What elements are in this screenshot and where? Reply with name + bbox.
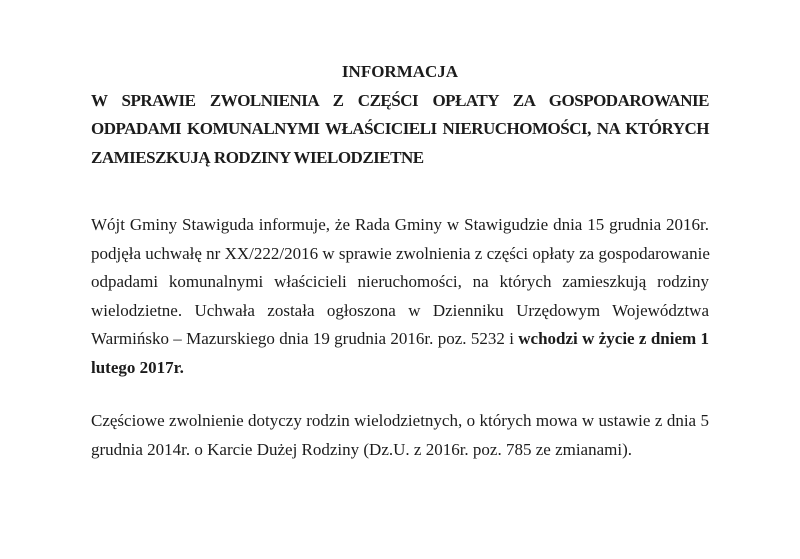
- paragraph-2-line-1: Częściowe zwolnienie dotyczy rodzin wielodzietnych, o których mowa w ustawie z dnia 5: [91, 411, 709, 430]
- effective-date-bold-text: wchodzi w życie z dniem 1: [518, 329, 709, 348]
- paragraph-1-line-4: wielodzietne. Uchwała została ogłoszona w Dzienniku Urzędowym Województwa: [91, 300, 709, 320]
- subtitle-line-1: W SPRAWIE ZWOLNIENIA Z CZĘŚCI OPŁATY ZA GOSPODAROWANIE: [91, 90, 709, 110]
- effective-date-bold-text-continued: lutego 2017r.: [91, 357, 184, 377]
- paragraph-1-line-1: Wójt Gminy Stawiguda informuje, że Rada Gminy w Stawigudzie dnia 15 grudnia 2016r.: [91, 215, 709, 234]
- paragraph-1-line-2: podjęła uchwałę nr XX/222/2016 w sprawie zwolnienia z części opłaty za gospodarowanie: [91, 243, 710, 263]
- paragraph-1-line-3: odpadami komunalnymi właścicieli nieruchomości, na których zamieszkują rodziny: [91, 272, 709, 291]
- paragraph-1-line-5-normal: Warmińsko – Mazurskiego dnia 19 grudnia 2016r. poz. 5232 i: [91, 329, 519, 348]
- document-content: [91, 58, 709, 464]
- paragraph-2: [91, 407, 709, 464]
- paragraph-1-line-6: [91, 354, 709, 383]
- paragraph-1-line-5: [91, 325, 709, 354]
- subtitle-line-2: ODPADAMI KOMUNALNYMI WŁAŚCICIELI NIERUCHOMOŚCI, NA KTÓRYCH: [91, 119, 709, 138]
- subtitle-line-3: ZAMIESZKUJĄ RODZINY WIELODZIETNE: [91, 147, 424, 167]
- paragraph-1: [91, 211, 709, 382]
- document-title: INFORMACJA: [341, 62, 459, 81]
- paragraph-2-line-2: grudnia 2014r. o Karcie Dużej Rodziny (Dz.U. z 2016r. poz. 785 ze zmianami).: [91, 439, 633, 459]
